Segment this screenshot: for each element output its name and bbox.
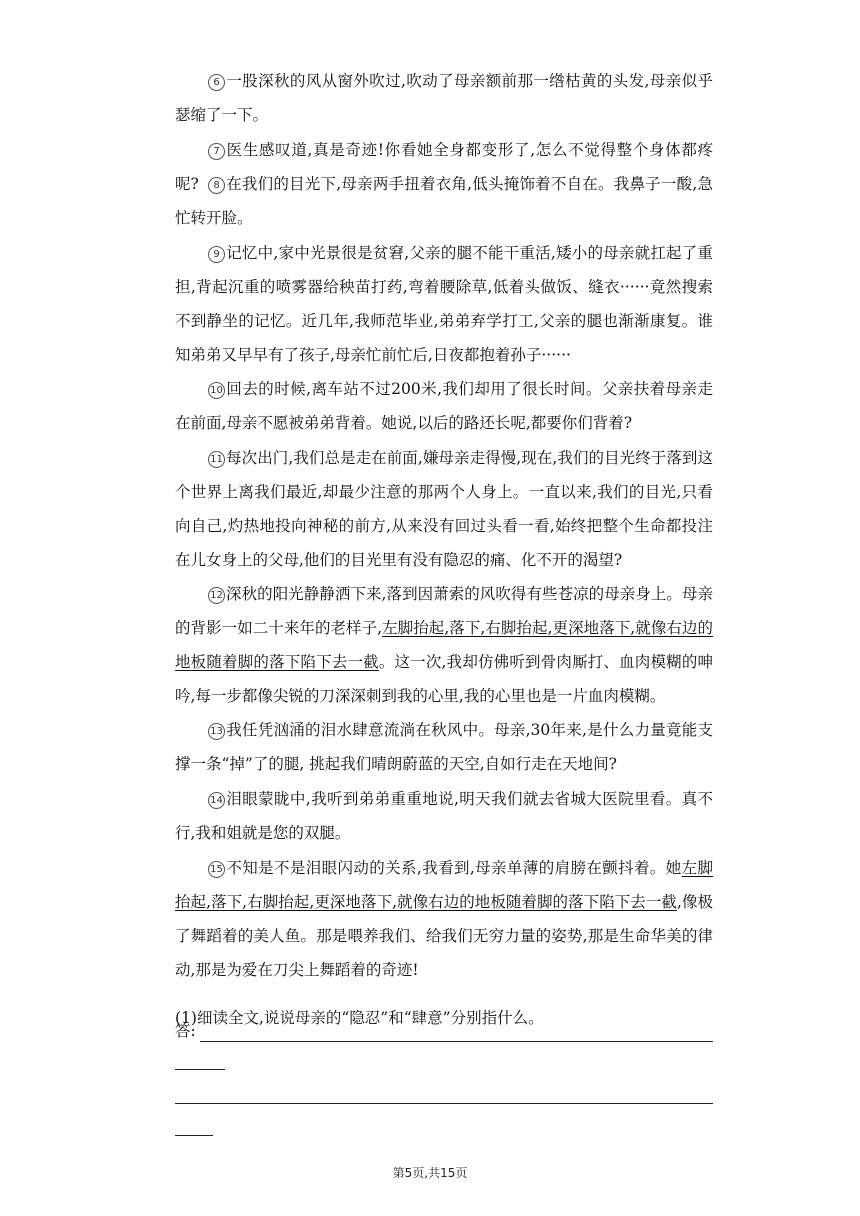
paragraph-8 bbox=[175, 167, 713, 235]
paragraph-number: 10 bbox=[208, 382, 225, 399]
underlined-text: 左脚抬起,落下,右脚抬起,更深地落下,就像右边的地板随着脚的落下陷下去一截 bbox=[175, 619, 713, 671]
answer-line-1-tail[interactable] bbox=[175, 1069, 225, 1070]
paragraph-13 bbox=[175, 713, 713, 781]
paragraph-number: 12 bbox=[208, 587, 225, 604]
paragraph-text: 在我们的目光下,母亲两手扭着衣角,低头掩饰着不自在。我鼻子一酸,急忙转开脸。 bbox=[175, 175, 713, 227]
paragraph-number: 11 bbox=[208, 451, 225, 468]
paragraph-11 bbox=[175, 441, 713, 577]
paragraph-text: 泪眼蒙眬中,我听到弟弟重重地说,明天我们就去省城大医院里看。真不行,我和姐就是您的双腿。 bbox=[175, 790, 713, 842]
answer-line-2[interactable] bbox=[175, 1103, 713, 1104]
paragraph-text: 每次出门,我们总是走在前面,嫌母亲走得慢,现在,我们的目光终于落到这个世界上离我们最近,却最少注意的那两个人身上。一直以来,我们的目光,只看向自己,灼热地投向神秘的前方,从来没有回过头看一看,始终把整个生命都投注在儿女身上的父母,他们的目光里有没有隐忍的痛、化不开的渴望? bbox=[175, 449, 713, 569]
answer-line-1[interactable] bbox=[200, 1041, 713, 1042]
paragraph-text: 回去的时候,离车站不过200米,我们却用了很长时间。父亲扶着母亲走在前面,母亲不愿被弟弟背着。她说,以后的路还长呢,都要你们背着? bbox=[175, 380, 713, 432]
paragraph-14 bbox=[175, 782, 713, 850]
paragraph-number: 15 bbox=[208, 861, 225, 878]
paragraph-12 bbox=[175, 577, 713, 713]
paragraph-10 bbox=[175, 372, 713, 440]
underlined-text: 左脚抬起,落下,右脚抬起,更深地落下,就像右边的地板随着脚的落下陷下去一截 bbox=[175, 859, 713, 911]
paragraph-number: 7 bbox=[208, 143, 225, 160]
paragraph-number: 8 bbox=[208, 177, 225, 194]
paragraph-text: 记忆中,家中光景很是贫窘,父亲的腿不能干重活,矮小的母亲就扛起了重担,背起沉重的喷雾器给秧苗打药,弯着腰除草,低着头做饭、缝衣······竟然搜索不到静坐的记忆。近几年,我师范毕业,弟弟弃学打工,父亲的腿也渐渐康复。谁知弟弟又早早有了孩子,母亲忙前忙后,日夜都抱着孙子······ bbox=[175, 244, 713, 364]
paragraph-text: 不知是不是泪眼闪动的关系,我看到,母亲单薄的肩膀在颤抖着。她 bbox=[226, 859, 682, 877]
paragraph-text: 。这一次,我却仿佛听到骨肉厮打、血肉模糊的呻吟,每一步都像尖锐的刀深深刺到我的心里,我的心里也是一片血肉模糊。 bbox=[175, 653, 713, 705]
paragraph-text: 医生感叹道,真是奇迹!你看她全身都变形了,怎么不觉得整个身体都疼呢? bbox=[175, 141, 713, 193]
paragraph-text: 一股深秋的风从窗外吹过,吹动了母亲额前那一绺枯黄的头发,母亲似乎瑟缩了一下。 bbox=[175, 72, 713, 124]
paragraph-text: 深秋的阳光静静洒下来,落到因萧索的风吹得有些苍凉的母亲身上。母亲的背影一如二十来年的老样子, bbox=[175, 585, 713, 637]
page-footer: 第5页,共15页 bbox=[392, 1166, 468, 1180]
paragraph-number: 6 bbox=[208, 74, 225, 91]
paragraph-number: 14 bbox=[208, 792, 225, 809]
answer-label: 答: bbox=[175, 1022, 196, 1040]
paragraph-9 bbox=[175, 236, 713, 372]
answer-line-2-tail[interactable] bbox=[175, 1135, 213, 1136]
paragraph-text: ,像极了舞蹈着的美人鱼。那是喂养我们、给我们无穷力量的姿势,那是生命华美的律动,那是为爱在刀尖上舞蹈着的奇迹! bbox=[175, 893, 713, 979]
paragraph-number: 13 bbox=[208, 723, 225, 740]
paragraph-number: 9 bbox=[208, 246, 225, 263]
question-1: (1)细读全文,说说母亲的“隐忍”和“肆意”分别指什么。 bbox=[175, 1009, 544, 1027]
paragraph-text: 我任凭汹涌的泪水肆意流淌在秋风中。母亲,30年来,是什么力量竟能支撑一条“掉”了的腿, 挑起我们晴朗蔚蓝的天空,自如行走在天地间? bbox=[175, 721, 713, 773]
paragraph-15 bbox=[175, 851, 713, 987]
paragraph-6 bbox=[175, 64, 713, 132]
